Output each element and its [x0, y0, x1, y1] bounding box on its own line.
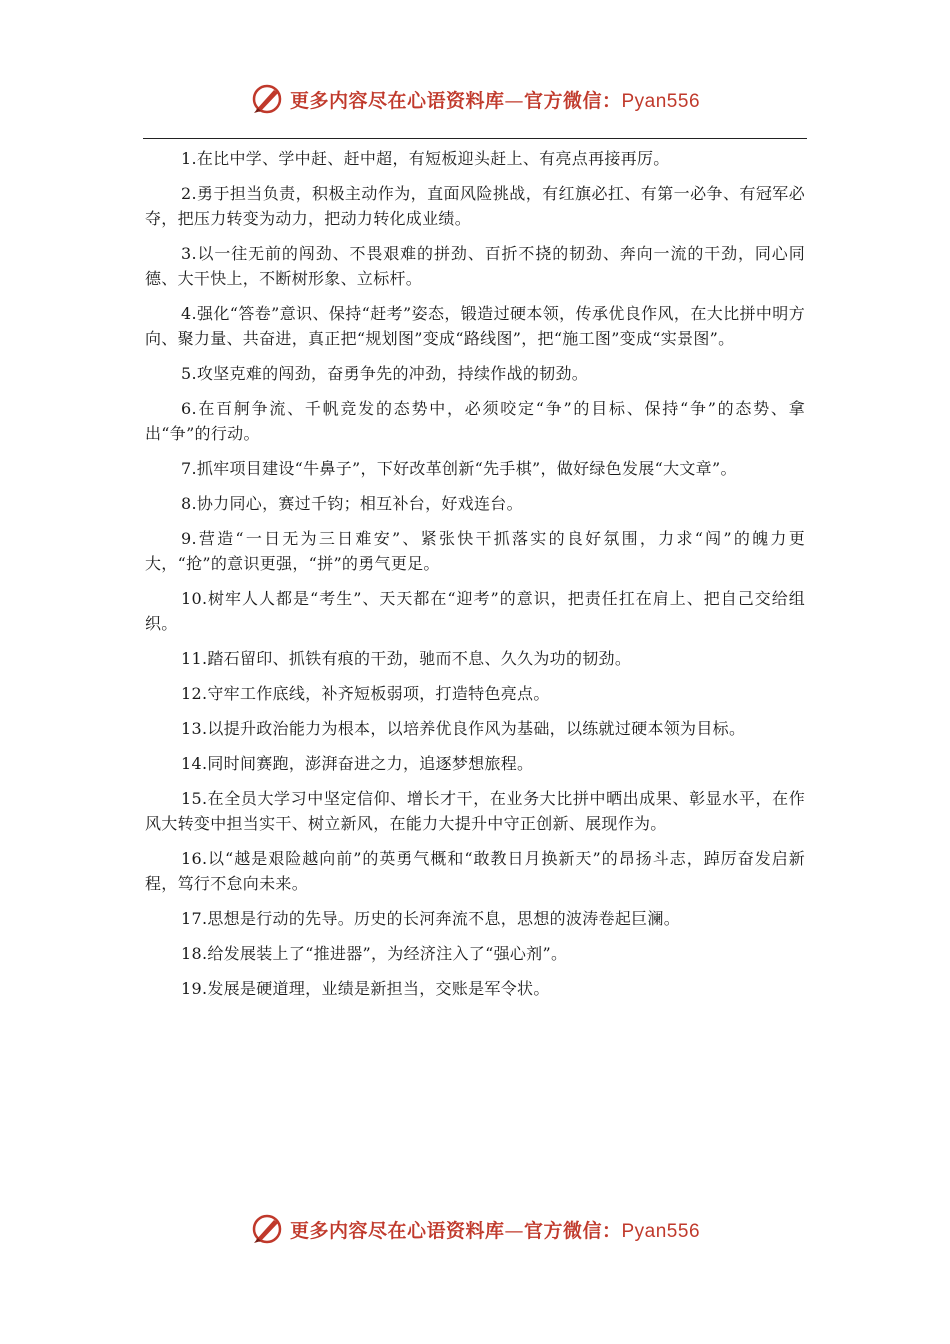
list-item: 3.以一往无前的闯劲、不畏艰难的拼劲、百折不挠的韧劲、奔向一流的干劲，同心同德、大干快上，不断树形象、立标杆。	[145, 244, 805, 288]
footer-banner-sep: —	[504, 1219, 524, 1242]
header-banner	[0, 82, 950, 116]
list-item: 7.抓牢项目建设“牛鼻子”，下好改革创新“先手棋”，做好绿色发展“大文章”。	[181, 459, 737, 478]
list-item: 16.以“越是艰险越向前”的英勇气概和“敢教日月换新天”的昂扬斗志，踔厉奋发启新程，笃行不怠向未来。	[145, 849, 805, 893]
list-item: 1.在比中学、学中赶、赶中超，有短板迎头赶上、有亮点再接再厉。	[181, 149, 670, 168]
footer-banner-wechat: 官方微信：	[523, 1219, 622, 1242]
list-item: 2.勇于担当负责，积极主动作为，直面风险挑战，有红旗必扛、有第一必争、有冠军必夺，把压力转变为动力，把动力转化成业绩。	[145, 184, 805, 228]
list-item: 12.守牢工作底线，补齐短板弱项，打造特色亮点。	[181, 684, 550, 703]
list-item: 18.给发展装上了“推进器”，为经济注入了“强心剂”。	[181, 944, 568, 963]
list-item: 14.同时间赛跑，澎湃奋进之力，追逐梦想旅程。	[181, 754, 534, 773]
list-item: 13.以提升政治能力为根本，以培养优良作风为基础，以练就过硬本领为目标。	[181, 719, 746, 738]
footer-banner-main: 更多内容尽在心语资料库	[289, 1219, 505, 1242]
footer-banner	[0, 1212, 950, 1246]
list-item: 10.树牢人人都是“考生”、天天都在“迎考”的意识，把责任扛在肩上、把自己交给组织。	[145, 589, 805, 633]
header-banner-wechat: 官方微信：	[523, 89, 622, 112]
footer-banner-handle: Pyan556	[621, 1220, 701, 1242]
header-banner-text	[290, 86, 700, 113]
list-item: 11.踏石留印、抓铁有痕的干劲，驰而不息、久久为功的韧劲。	[181, 649, 632, 668]
header-banner-main: 更多内容尽在心语资料库	[289, 89, 505, 112]
list-item: 6.在百舸争流、千帆竞发的态势中，必须咬定“争”的目标、保持“争”的态势、拿出“争”的行动。	[145, 399, 805, 443]
document-body	[145, 146, 805, 1011]
header-divider	[143, 138, 807, 139]
list-item: 9.营造“一日无为三日难安”、紧张快干抓落实的良好氛围，力求“闯”的魄力更大，“抢”的意识更强，“拼”的勇气更足。	[145, 529, 805, 573]
header-banner-sep: —	[504, 89, 524, 112]
pen-logo-icon	[250, 82, 284, 116]
list-item: 17.思想是行动的先导。历史的长河奔流不息，思想的波涛卷起巨澜。	[181, 909, 681, 928]
pen-logo-icon	[250, 1212, 284, 1246]
list-item: 5.攻坚克难的闯劲，奋勇争先的冲劲，持续作战的韧劲。	[181, 364, 589, 383]
footer-banner-text	[290, 1216, 700, 1243]
list-item: 8.协力同心，赛过千钧；相互补台，好戏连台。	[181, 494, 523, 513]
list-item: 15.在全员大学习中坚定信仰、增长才干，在业务大比拼中晒出成果、彰显水平，在作风大转变中担当实干、树立新风，在能力大提升中守正创新、展现作为。	[145, 789, 805, 833]
list-item: 19.发展是硬道理，业绩是新担当，交账是军令状。	[181, 979, 550, 998]
list-item: 4.强化“答卷”意识、保持“赶考”姿态，锻造过硬本领，传承优良作风，在大比拼中明方向、聚力量、共奋进，真正把“规划图”变成“路线图”，把“施工图”变成“实景图”。	[145, 304, 805, 348]
header-banner-handle: Pyan556	[621, 90, 701, 112]
